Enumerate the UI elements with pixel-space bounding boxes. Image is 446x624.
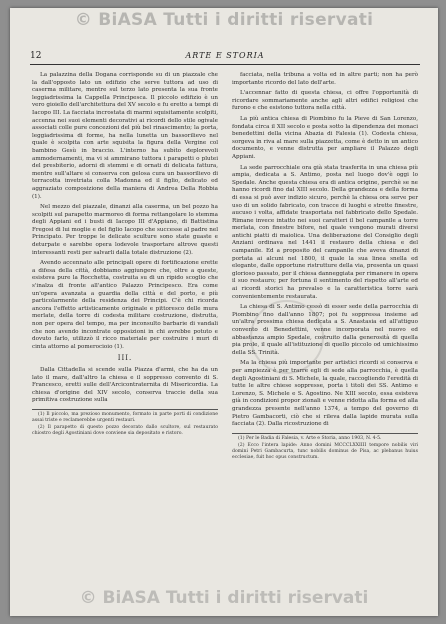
paragraph: L'accennar fatto di questa chiesa, ci offre l'opportunità di ricordare sommariamente anche agli altri edifici religiosi che furono e che esistono tuttora nella città. (232, 90, 418, 112)
footnotes-right (232, 433, 418, 461)
paragraph: La chiesa di S. Antimo cessò di esser sede della parrocchia di Piombino fino dall'anno 1807; poi fu soppressa insieme ad un'altra prossima chiesa dedicata a S. Anastasia ed all'attiguo convento di Benedettini, venne incorporata nel nuovo ed abbastanza ampio Spedale, costruito dalla generosità di quella pia prole, il quale all'istituzione di quello piccolo od umichissimo della SS. Trinità. (232, 304, 418, 356)
paragraph: La palazzina della Dogana corrisponde su di un piazzale che la dall'opposto lato un edifizio che serve tuttora ad uso di caserma militare, mentre sul terzo lato presenta la sua fronte leggiadrissima la Cappella Principesca. Il piccolo edifizio è un vero gioiello dell'architettura del XV secolo e fu eretto a tempi di Iacopo III. La facciata incrostata di marmi squisitamente scolpiti, accenna nei suoi elementi decorativi ai ricordi dello stile ogivale associati colle pure concezioni del più bel rinascimento; la porta, leggiadrissima di forme, ha nella lunetta un bassorilievo nel quale è scolpita con arte squisita la figura della Vergine col bambino Gesù in braccio. L'interno ha subìto deplorevoli ammodernamenti, ma vi si ammirano tuttora i parapetti o plutei del presbiterio, adorni di stemmi e di ornati di delicata fattura, mentre sull'altare si conserva con gelosa cura un bassorilievo di terracotta invetriata colla Madonna ed il figlio, delicato ed aggraziato composizione della maniera di Andrea Della Robbia (1). (32, 72, 218, 200)
paragraph: facciata, nella tribuna a volta ed in altre parti; non ha però importante ricordo del lato dell'arte. (232, 72, 418, 86)
footnote: (1) Il piccolo, ma prezioso monumento, formato in parte porti di condizione assai triste e reclamerebbe urgenti restauri. (32, 411, 218, 423)
footnotes-left (32, 409, 218, 437)
right-column (232, 72, 418, 462)
page-number: 12 (30, 51, 42, 61)
watermark-top: © BiASA Tutti i diritti riservati (74, 10, 374, 30)
newspaper-page (10, 8, 438, 616)
paragraph: Avendo accennato alle principali opere di fortificazione erette a difesa della città, dobbiamo aggiungere che, oltre a queste, esisteva pure la Rocchetta, costruita su di un ripido scoglio che s'inalza di fronte all'antico Palazzo Principesco. Era come un'opera avanzata a guardia della città e del porto, e più particolarmente della residenza dei Principi. C'è chi ricorda ancora l'effetto artisticamente originale e pittoresco delle mura merlate, della torre di codesta militare costruzione, distrutta, non per opera del tempo, ma per inconsulto barbarie di vandali che non avendo incontrate opposizioni in chi avrebbe potuto e dovuto farlo, utilizzò il ricco materiale per costruire i muri di cinta attorno al pomerocioio (1). (32, 260, 218, 350)
library-stamp (250, 300, 324, 374)
footnote: (2) Il parapetto di questo pozzo decorato dallo scultore, sul restaurato chiostro degli Agostiniani dove conviene sia depositato e ristoro. (32, 424, 218, 436)
watermark-bottom: © BiASA Tutti i diritti riservati (79, 588, 369, 608)
paragraph: Ma la chiesa più importante per artistici ricordi si conserva e per ampiezza è per trarre egli di sede alla parrocchia, è quella degli Agostiniani di S. Michele, la quale, raccogliendo l'eredità di tutte le altre chiese soppresse, porta i titoli dei SS. Antimo e Lorenzo, S. Michele e S. Agostino. Ne XIII secolo, essa esisteva già in condizioni propor zionali e venne ridotta alla forma ed alla grandezza presente nell'anno 1374, a tempo del governo di Pietro Gambacorti, ciò che si rileva dalla lapide murata sulla facciata (2). Dalla ricostruzione di (232, 360, 418, 428)
paragraph: Nel mezzo del piazzale, dinanzi alla caserma, un bel pozzo ha scolpiti sul parapetto marmoreo di forma rettangolare lo stemma degli Appiani ed i busti di Iacopo III d'Appiano, di Battistina Fregosi di lui moglie e del figlio Iacopo che successe al padre nel Principato. Per troppe le delicate sculture sono state guaste e deturpate e sarebbe opera lodevole trasportare altrove questi interessanti resti per salvarli dalla totale distruzione (2). (32, 204, 218, 256)
paragraph: La più antica chiesa di Piombino fu la Pieve di San Lorenzo, fondata circa il XII secolo e posta sotto la dipendenza dei monaci benedettini della vicina Abazia di Falesia (1). Codesta chiesa, sorgeva in riva al mare sulla piazzetta, come è detto in un antico documento, e venne distrutta per ampliare il Palazzo degli Appiani. (232, 115, 418, 160)
left-column (32, 72, 218, 438)
footnote: (2) Ecco l'intera lapide: Anno domini MCCCLXXIIII tempore nobilis viri domini Petri Gambacurta, tunc nobilis dominus de Pisa, ac plebanus huius ecclesiae, fuit hoc opus constructum. (232, 442, 418, 460)
section-heading: III. (117, 354, 133, 363)
footnote: (1) Per le Badia di Falesia, v. Arte e Storia, anno 1903, N. 4-5. (238, 435, 382, 441)
page-header (30, 50, 420, 65)
paragraph: La sede parrocchiale ora già stata trasferita in una chiesa più ampia, dedicata a S. Antimo, posta nel luogo dov'è oggi lo Spedale. Anche questa chiesa era di antica origine, perchè se ne hanno ricordi fino dal XIII secolo. Della grandezza e della forma di essa si può aver indizio sicuro, perchè la chiesa ora serve per uso di un solido fabricato, con tracce di luoghi e strette finestre, aucuso i volta, affidate trasportata nel fabbricato dello Spedale. Rimane invece intatto nei suoi caratteri il bel campanile a torre merlata, con finestre bifore, nel quale vengono murati diversi antichi piatti di maiolica. Una deliberazione del Consiglio degli Anziani ordinava nel 1441 il restauro della chiesa e del campanile. Ed a proposito del campanile che aveva dinanzi di portata ai alcuni nel 1800, il quale la sua linea snella ed elegante, dalle opportune ristrutture della via, presenta un quasi glorioso passato, per il chiesa danneggiata per rimanere in opera il suo restauro; per fortuna il sentimento del rispetto all'arte ed ai ricordi storici ha prevalso e la caratteristica torre sarà convenientemente restaurata. (232, 164, 418, 300)
running-title: ARTE E STORIA (185, 51, 265, 60)
paragraph: Dalla Cittadella si scende sulla Piazza d'armi, che ha da un lato il mare, dall'altro la chiesa e il soppresso convento di S. Francesco, eretti sulle dell'Arcicontraternita di Misericordia. La chiesa d'origine del XIV secolo, conserva traccie della sua primitiva costruzione sulla (32, 366, 218, 404)
